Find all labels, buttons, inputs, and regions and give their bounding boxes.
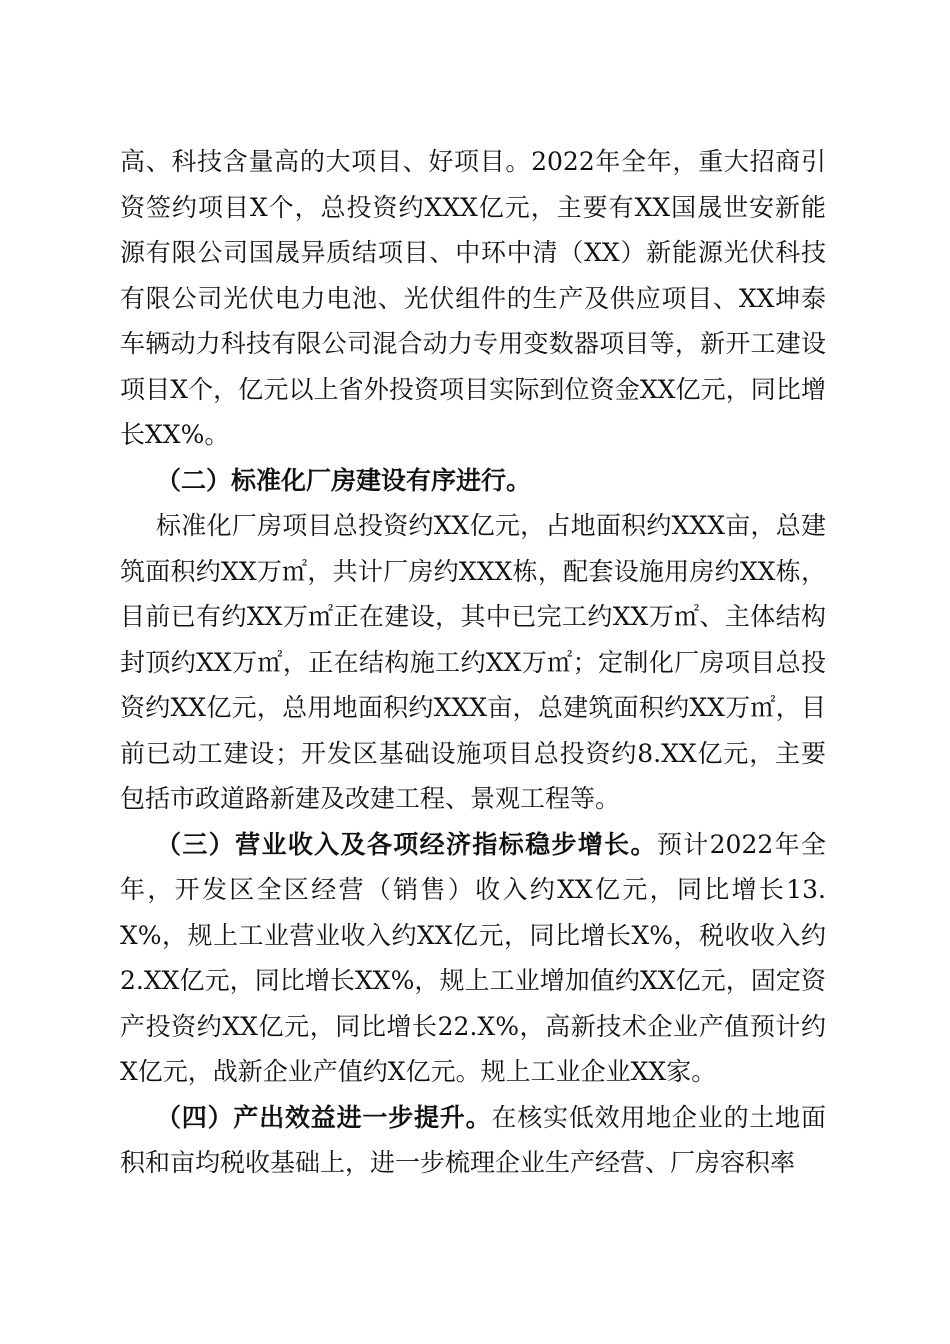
section-heading-standard-factory <box>120 458 826 504</box>
paragraph-text: 标准化厂房项目总投资约XX亿元，占地面积约XXX亩，总建筑面积约XX万㎡，共计厂房约XXX栋，配套设施用房约XX栋，目前已有约XX万㎡正在建设，其中已完工约XX万㎡、主体结构封顶约XX万㎡，正在结构施工约XX万㎡；定制化厂房项目总投资约XX亿元，总用地面积约XXX亩，总建筑面积约XX万㎡，目前已动工建设；开发区基础设施项目总投资约8.XX亿元，主要包括市政道路新建及改建工程、景观工程等。 <box>120 511 826 813</box>
paragraph-text: 高、科技含量高的大项目、好项目。2022年全年，重大招商引资签约项目X个，总投资约XXX亿元，主要有XX国晟世安新能源有限公司国晟异质结项目、中环中清（XX）新能源光伏科技有限公司光伏电力电池、光伏组件的生产及供应项目、XX坤泰车辆动力科技有限公司混合动力专用变数器项目等，新开工建设项目X个，亿元以上省外投资项目实际到位资金XX亿元，同比增长XX%。 <box>120 147 826 449</box>
section-heading-text: （三）营业收入及各项经济指标稳步增长。 <box>156 829 657 859</box>
document-page <box>120 139 826 1186</box>
paragraph-revenue-growth <box>120 822 826 1095</box>
paragraph-text: 在核实低效用地企业的土地面积和亩均税收基础上，进一步梳理企业生产经营、厂房容积率 <box>120 1102 826 1177</box>
paragraph-output-efficiency <box>120 1095 826 1186</box>
section-heading-text: （二）标准化厂房建设有序进行。 <box>156 465 532 495</box>
paragraph-investment-projects <box>120 139 826 458</box>
paragraph-text: 预计2022年全年，开发区全区经营（销售）收入约XX亿元，同比增长13.X%，规上工业营业收入约XX亿元，同比增长X%，税收收入约2.XX亿元，同比增长XX%，规上工业增加值约XX亿元，固定资产投资约XX亿元，同比增长22.X%，高新技术企业产值预计约X亿元，战新企业产值约X亿元。规上工业企业XX家。 <box>120 829 826 1086</box>
paragraph-standard-factory <box>120 503 826 822</box>
section-heading-text: （四）产出效益进一步提升。 <box>156 1102 492 1132</box>
